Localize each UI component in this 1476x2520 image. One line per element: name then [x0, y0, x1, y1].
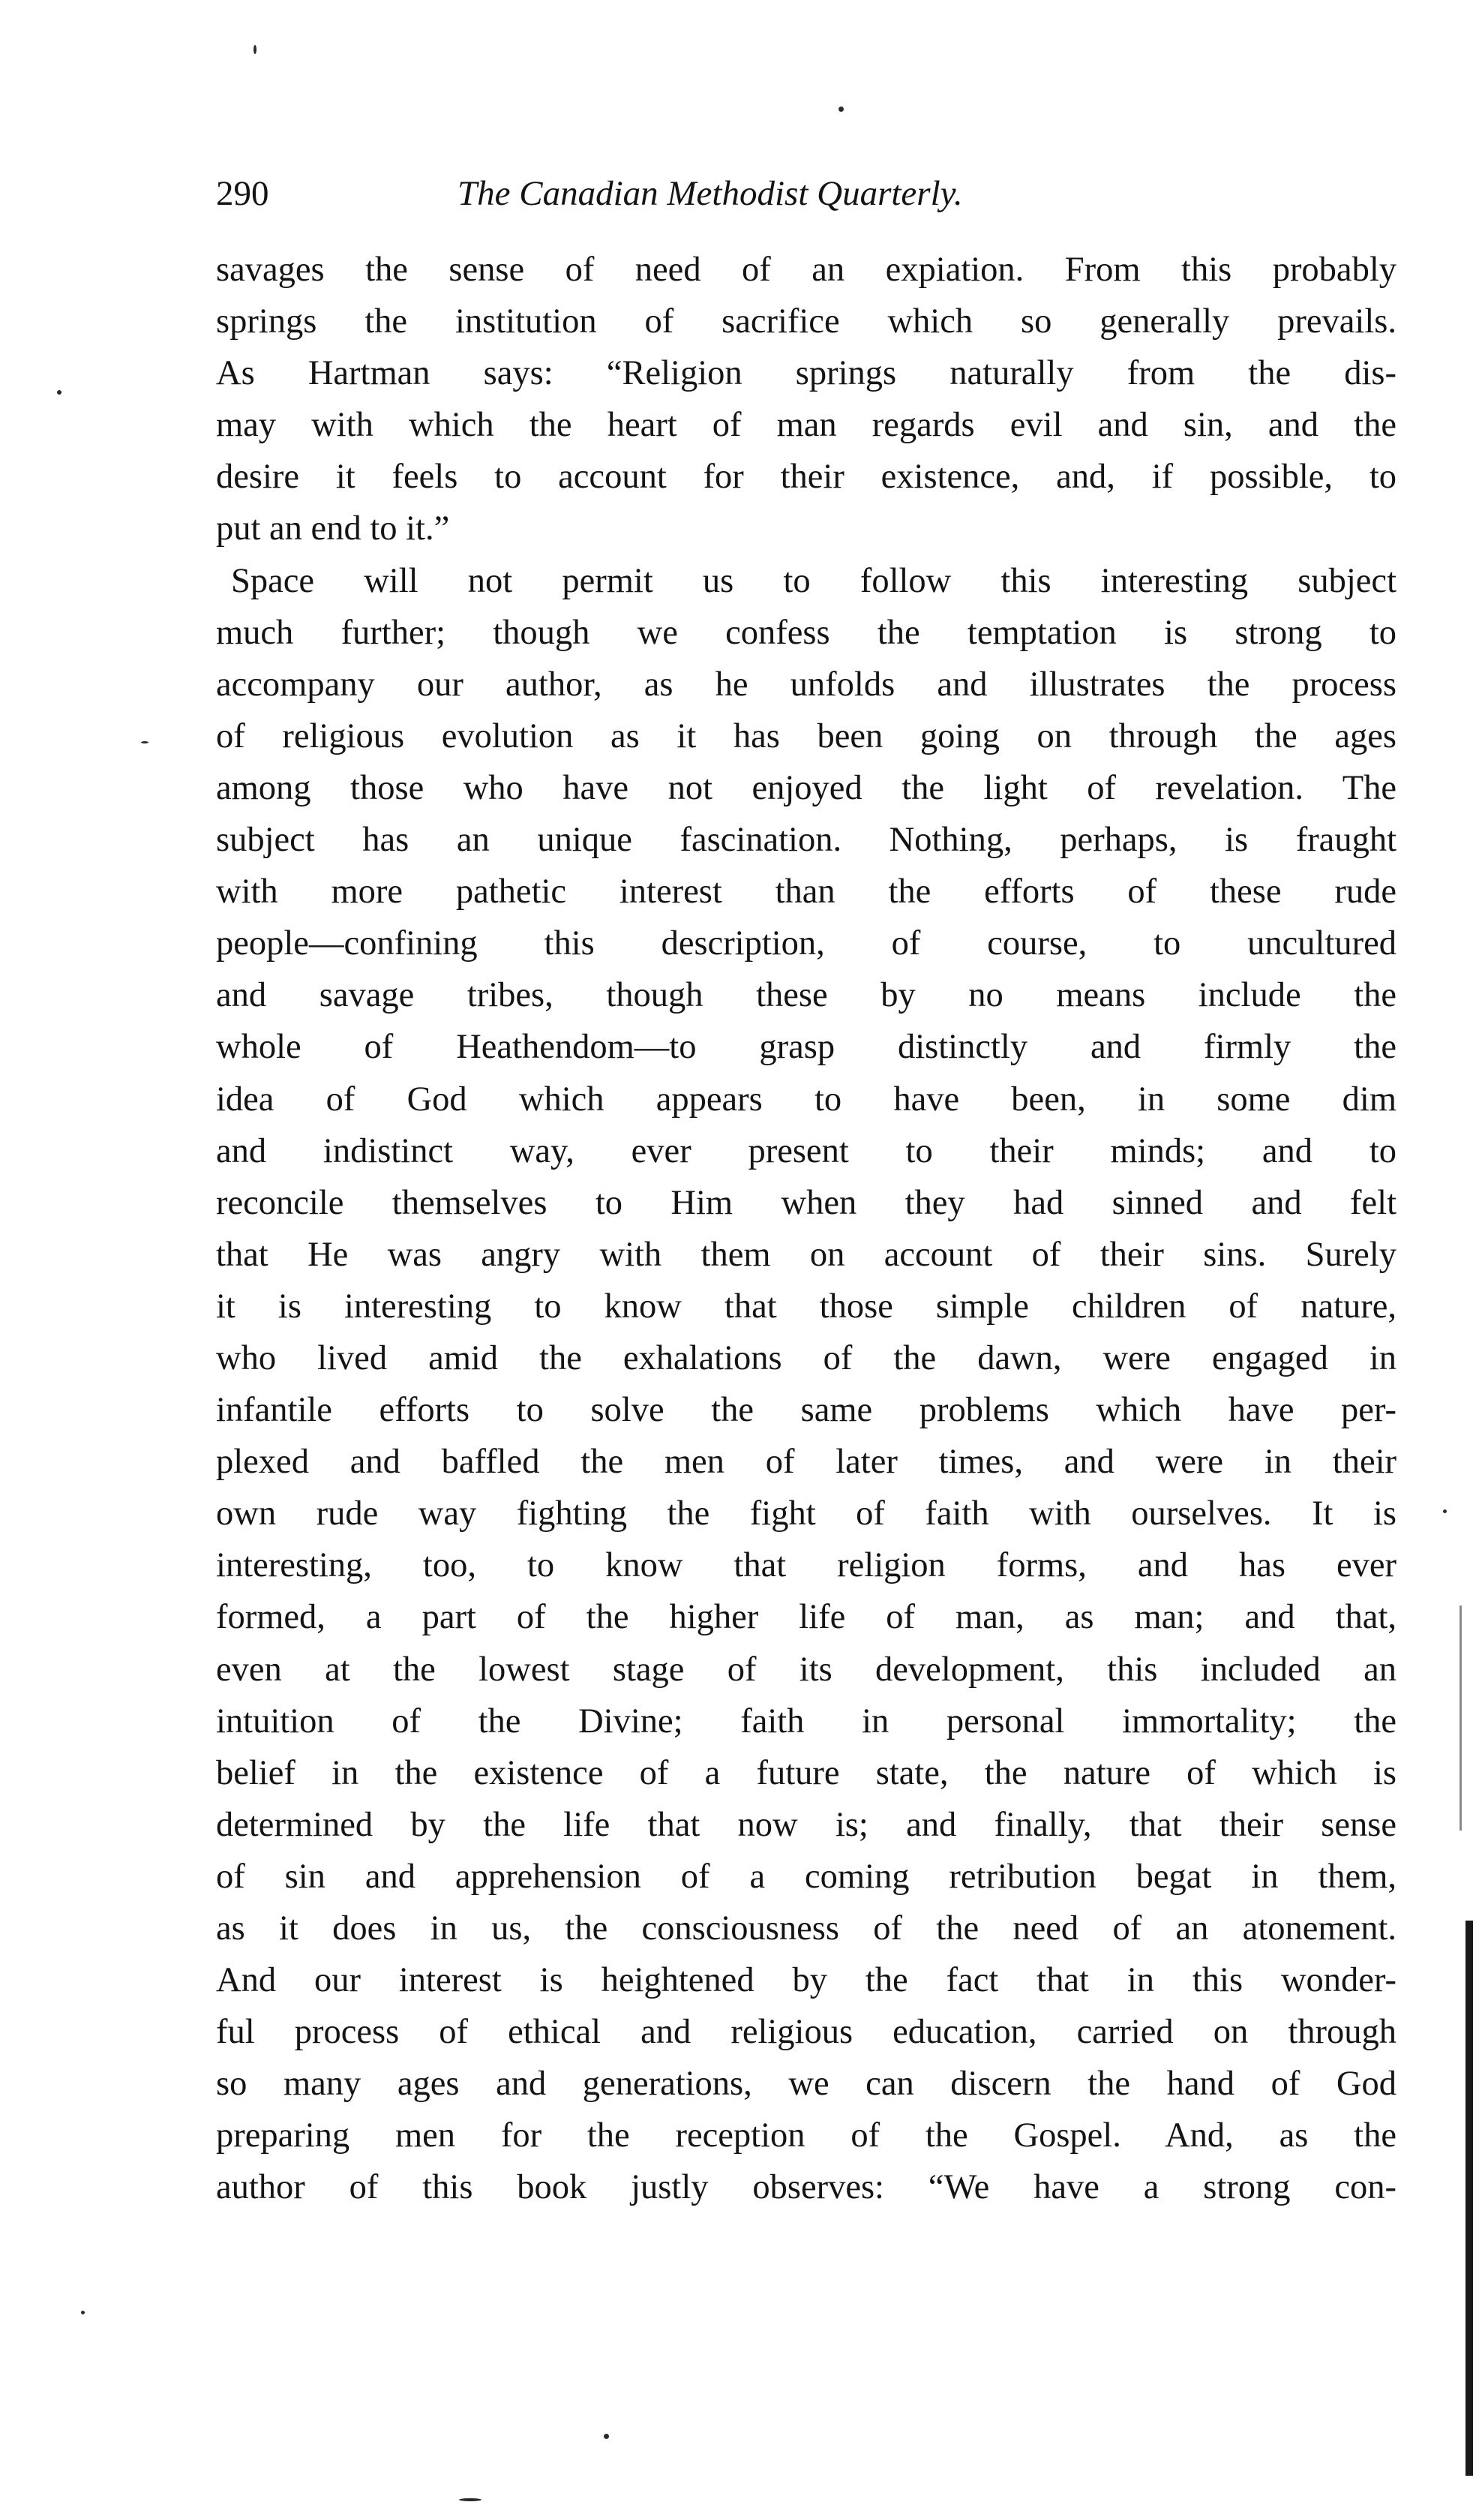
- text-line: savages the sense of need of an expiation. From this probably: [216, 251, 1396, 289]
- scan-speck: [57, 390, 62, 395]
- text-line: and savage tribes, though these by no means include the: [216, 976, 1396, 1015]
- text-line: and indistinct way, ever present to their minds; and to: [216, 1131, 1396, 1170]
- text-line: it is interesting to know that those simple children of nature,: [216, 1287, 1396, 1326]
- page-number: 290: [216, 174, 269, 213]
- text-line: as it does in us, the consciousness of the need of an atonement.: [216, 1909, 1396, 1948]
- text-line: idea of God which appears to have been, in some dim: [216, 1080, 1396, 1119]
- text-line: much further; though we confess the temptation is strong to: [216, 613, 1396, 652]
- paragraph-start-line: Space will not permit us to follow this interesting subject: [231, 561, 1396, 600]
- scan-speck: [254, 45, 256, 54]
- text-line: that He was angry with them on account of their sins. Surely: [216, 1235, 1396, 1274]
- body-text: [216, 244, 1396, 2214]
- text-line: among those who have not enjoyed the light of revelation. The: [216, 768, 1396, 807]
- text-line: desire it feels to account for their existence, and, if possible, to: [216, 458, 1396, 497]
- text-line: preparing men for the reception of the Gospel. And, as the: [216, 2116, 1396, 2155]
- text-line: who lived amid the exhalations of the dawn, were engaged in: [216, 1338, 1396, 1377]
- text-line: so many ages and generations, we can discern the hand of God: [216, 2065, 1396, 2104]
- text-line: of religious evolution as it has been going on through the ages: [216, 716, 1396, 755]
- text-line: infantile efforts to solve the same problems which have per-: [216, 1391, 1396, 1430]
- scan-speck: [141, 741, 148, 743]
- text-line: of sin and apprehension of a coming retribution begat in them,: [216, 1857, 1396, 1896]
- running-header: [216, 164, 1394, 224]
- text-line: plexed and baffled the men of later times, and were in their: [216, 1443, 1396, 1482]
- text-line: may with which the heart of man regards evil and sin, and the: [216, 406, 1396, 445]
- text-line: accompany our author, as he unfolds and illustrates the process: [216, 665, 1396, 704]
- scan-speck: [604, 2434, 609, 2439]
- scan-speck: [838, 107, 844, 112]
- text-line: formed, a part of the higher life of man, as man; and that,: [216, 1598, 1396, 1637]
- text-line: even at the lowest stage of its development, this included an: [216, 1650, 1396, 1689]
- text-line: put an end to it.”: [216, 509, 450, 548]
- text-line: reconcile themselves to Him when they had sinned and felt: [216, 1183, 1396, 1222]
- scan-speck: [1443, 1509, 1447, 1513]
- text-line: with more pathetic interest than the efforts of these rude: [216, 873, 1396, 912]
- text-line: springs the institution of sacrifice which so generally prevails.: [216, 302, 1396, 341]
- text-line: author of this book justly observes: “We have a strong con-: [216, 2168, 1396, 2207]
- text-line: And our interest is heightened by the fact that in this wonder-: [216, 1961, 1396, 2000]
- binding-shadow: [1466, 1921, 1473, 2476]
- text-line: own rude way fighting the fight of faith with ourselves. It is: [216, 1494, 1396, 1533]
- text-line: people—confining this description, of course, to uncultured: [216, 924, 1396, 963]
- text-line: ful process of ethical and religious education, carried on through: [216, 2013, 1396, 2052]
- binding-shadow: [1460, 1605, 1462, 1831]
- text-line: determined by the life that now is; and finally, that their sense: [216, 1805, 1396, 1844]
- scan-speck: [81, 2311, 85, 2314]
- text-line: whole of Heathendom—to grasp distinctly and firmly the: [216, 1028, 1396, 1067]
- text-line: belief in the existence of a future state, the nature of which is: [216, 1753, 1396, 1792]
- scan-speck: [459, 2498, 482, 2501]
- text-line: intuition of the Divine; faith in personal immortality; the: [216, 1702, 1396, 1741]
- text-line: subject has an unique fascination. Nothing, perhaps, is fraught: [216, 821, 1396, 860]
- text-line: interesting, too, to know that religion forms, and has ever: [216, 1546, 1396, 1585]
- text-line: As Hartman says: “Religion springs naturally from the dis-: [216, 354, 1396, 393]
- running-title: The Canadian Methodist Quarterly.: [458, 174, 963, 213]
